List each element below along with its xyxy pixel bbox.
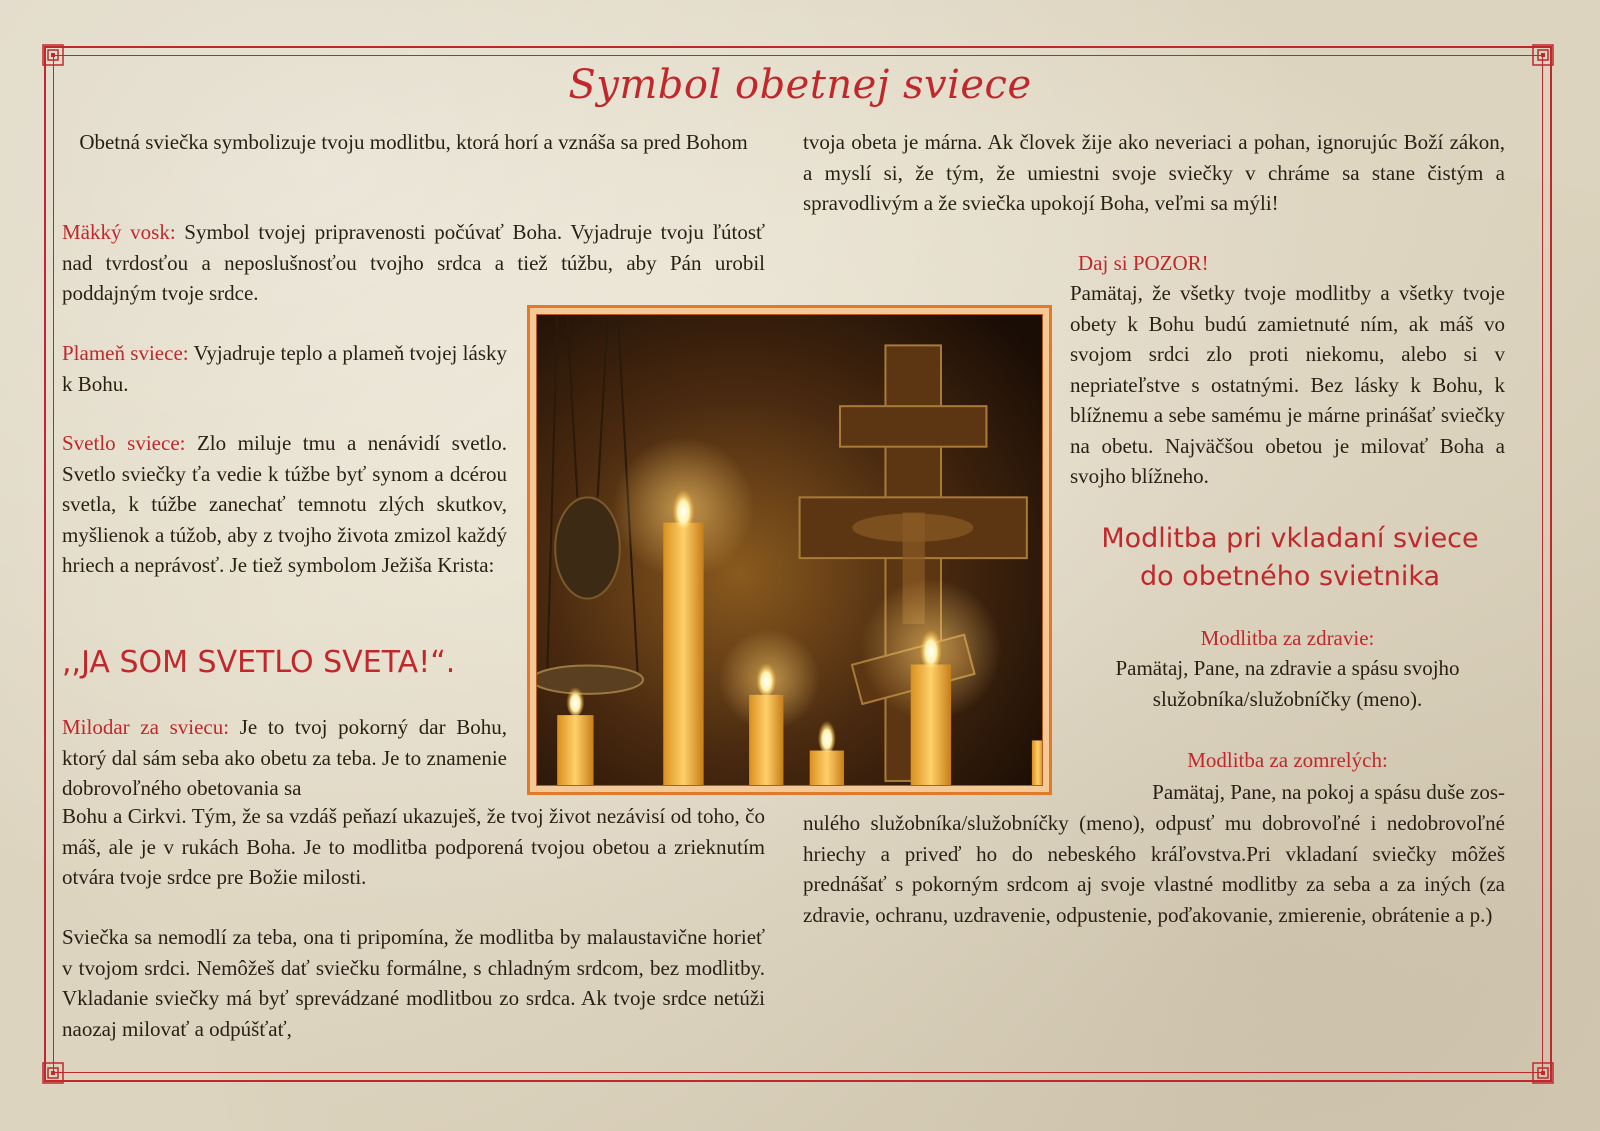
donation-continued: Bohu a Cirkvi. Tým, že sa vzdáš peňazí ukazuješ, že tvoj život nezávisí od toho, čo máš, ale je v rukách Boha. Je to modlitba podporená tvojou obetou a zrieknutím otvára tvoje srdce pre Božie milosti. — [62, 804, 765, 889]
soft-wax-label: Mäkký vosk: — [62, 220, 176, 244]
dead-prayer-text-a: Pamätaj, Pane, na pokoj a spásu duše zos- — [1152, 780, 1505, 804]
candles-crucifix-photo — [527, 305, 1052, 795]
light-of-world-quote: ,,JA SOM SVETLO SVETA!“. — [62, 645, 456, 680]
closing-paragraph: Sviečka sa nemodlí za teba, ona ti pripomína, že modlitba by malaustavične horieť v tvojom srdci. Nemôžeš dať sviečku formálne, s chladným srdcom, bez modlitby. Vkladanie sviečky má byť sprevádzané modlitbou zo srdca. Ak tvoje srdce netúži naozaj milovať a odpúšťať, — [62, 925, 765, 1041]
dead-prayer-title: Modlitba za zomrelých: — [1187, 748, 1388, 772]
corner-ornament-icon — [42, 44, 64, 66]
flame-text: Vyjadruje teplo a plameň tvojej lásky k Bohu. — [62, 341, 507, 396]
health-prayer-text: Pamätaj, Pane, na zdravie a spásu svojho služobníka/služobníčky (meno). — [1115, 656, 1460, 711]
donation-paragraph — [62, 712, 507, 804]
flame-label: Plameň sviece: — [62, 341, 189, 365]
soft-wax-paragraph — [62, 217, 765, 309]
corner-ornament-icon — [1532, 44, 1554, 66]
light-paragraph — [62, 428, 507, 581]
corner-ornament-icon — [42, 1062, 64, 1084]
light-label: Svetlo sviece: — [62, 431, 186, 455]
corner-ornament-icon — [1532, 1062, 1554, 1084]
prayer-heading-line2: do obetného svietnika — [1139, 561, 1441, 592]
light-text: Zlo miluje tmu a nenávidí svetlo. Svetlo sviečky ťa vedie k túžbe byť synom a dcérou svetla, k túžbe zanechať temnotu zlých skutkov, myšlienok a túžob, aby z tvojho života zmizol každý hriech a neprávosť. Je tiež symbolom Ježiša Krista: — [62, 431, 507, 577]
warning-text: Pamätaj, že všetky tvoje modlitby a všetky tvoje obety k Bohu budú zamietnuté ním, ak máš vo svojom srdci zlo proti niekomu, alebo si v nepriateľstve s ostatnými. Bez lásky k Bohu, k blížnemu a sebe samému je márne prinášať sviečky na obetu. Najväčšou obetou je milovať Boha a svojho blížneho. — [1070, 281, 1505, 488]
soft-wax-text: Symbol tvojej pripravenosti počúvať Boha. Vyjadruje tvoju ľútosť nad tvrdosťou a neposlušnosťou tvojho srdca a tiež túžbu, aby Pán urobil poddajným tvoje srdce. — [62, 220, 766, 305]
donation-label: Milodar za sviecu: — [62, 715, 230, 739]
dead-prayer-text-b: nulého služobníka/služobníčky (meno), odpusť mu dobrovoľné i nedobrovoľné hriechy a priveď ho do nebeského kráľovstva.Pri vkladaní sviečky môžeš prednášať s pokorným srdcom aj svoje vlastné modlitby za seba a za iných (za zdravie, ochranu, uzdravenie, odpustenie, poďakovanie, zmierenie, obrátenie a p.) — [803, 811, 1505, 927]
flame-paragraph — [62, 338, 507, 399]
warning-title: Daj si POZOR! — [1078, 251, 1209, 275]
health-prayer-title: Modlitba za zdravie: — [1200, 626, 1375, 650]
prayer-heading-line1: Modlitba pri vkladaní sviece — [1101, 523, 1479, 554]
donation-text-a: Je to tvoj pokorný dar Bohu, ktorý dal sám seba ako obetu za teba. Je to znamenie dobrovoľného obetovania sa — [62, 715, 508, 800]
continuation-paragraph: tvoja obeta je márna. Ak človek žije ako neveriaci a pohan, ignorujúc Boží zákon, a myslí si, že tým, že umiestni svoje sviečky v chráme sa stane čistým a spravodlivým a že sviečka upokojí Boha, veľmi sa mýli! — [803, 130, 1505, 215]
intro-text: Obetná sviečka symbolizuje tvoju modlitbu, ktorá horí a vznáša sa pred Bohom — [79, 130, 748, 154]
page-title: Symbol obetnej sviece — [568, 62, 1032, 108]
photo-illustration — [537, 315, 1042, 785]
